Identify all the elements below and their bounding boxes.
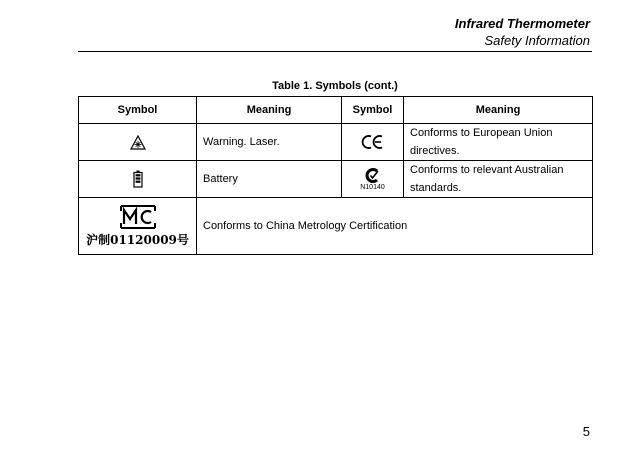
ce-mark-icon: [361, 134, 385, 150]
column-header-meaning: Meaning: [404, 97, 593, 124]
header-divider: [78, 51, 592, 52]
meaning-cell: Conforms to relevant Australian standards.: [404, 161, 593, 198]
china-metrology-mc-icon: [116, 204, 160, 230]
column-header-meaning: Meaning: [197, 97, 342, 124]
symbol-cell: [342, 161, 404, 198]
c-tick-caption: N10140: [360, 183, 385, 191]
symbol-cell: [342, 124, 404, 161]
china-metrology-caption: 沪制01120009号: [86, 233, 189, 247]
header-subtitle: Safety Information: [484, 33, 590, 48]
table-row: [79, 198, 593, 255]
battery-icon: [133, 170, 143, 188]
table-header-row: [79, 97, 593, 124]
table-caption: Table 1. Symbols (cont.): [272, 80, 398, 92]
table-row: [79, 161, 593, 198]
meaning-cell: Conforms to European Union directives.: [404, 124, 593, 161]
column-header-symbol: Symbol: [342, 97, 404, 124]
symbol-cell: [79, 161, 197, 198]
meaning-cell: Warning. Laser.: [197, 124, 342, 161]
symbols-table: [78, 96, 593, 255]
header-title: Infrared Thermometer: [454, 16, 590, 31]
symbol-cell: [79, 124, 197, 161]
c-tick-icon: [365, 168, 381, 183]
page-number: 5: [582, 424, 590, 439]
symbol-cell: [79, 198, 197, 255]
column-header-symbol: Symbol: [79, 97, 197, 124]
meaning-cell: Battery: [197, 161, 342, 198]
table-row: [79, 124, 593, 161]
meaning-cell: Conforms to China Metrology Certification: [197, 198, 593, 255]
laser-warning-icon: [130, 135, 146, 150]
